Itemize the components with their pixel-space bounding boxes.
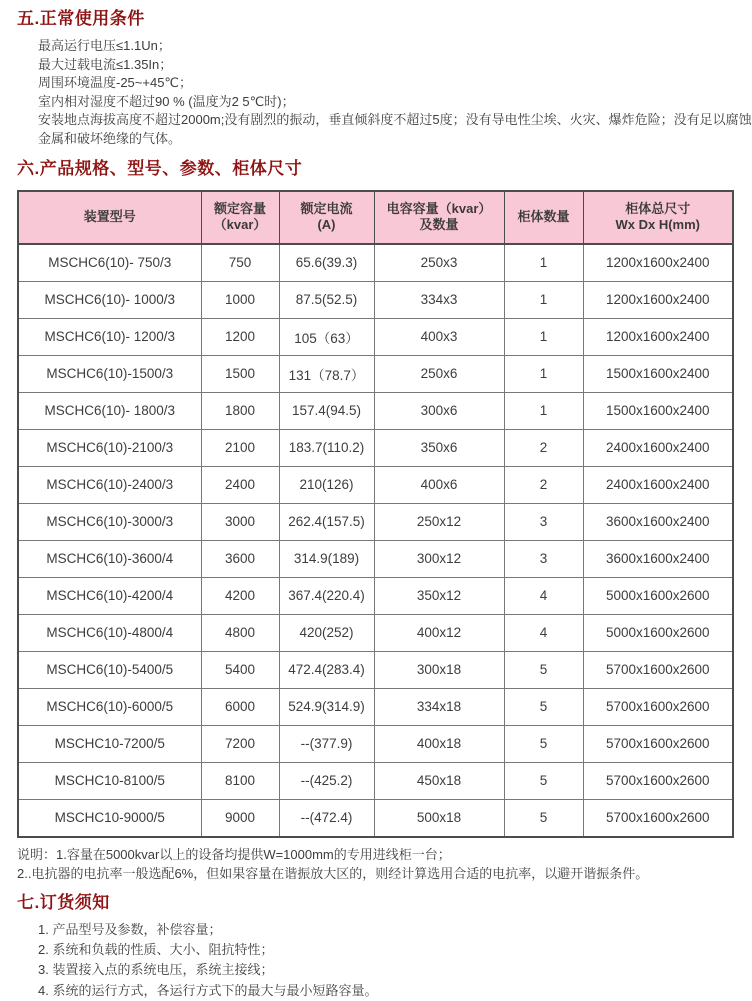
ordering-notes-list xyxy=(38,920,750,1001)
table-cell: 8100 xyxy=(201,762,279,799)
table-cell: 2100 xyxy=(201,429,279,466)
table-row xyxy=(18,318,733,355)
table-cell: 250x3 xyxy=(374,244,504,282)
column-header xyxy=(374,191,504,244)
column-header-line: 柜体数量 xyxy=(517,209,570,225)
table-cell: 3 xyxy=(504,540,583,577)
table-cell: 400x3 xyxy=(374,318,504,355)
table-cell: 314.9(189) xyxy=(279,540,374,577)
table-header-row xyxy=(18,191,733,244)
column-header-line: 额定容量 xyxy=(213,201,266,217)
table-row xyxy=(18,540,733,577)
table-cell: 300x6 xyxy=(374,392,504,429)
column-header xyxy=(504,191,583,244)
section6-heading: 六.产品规格、型号、参数、柜体尺寸 xyxy=(17,158,303,178)
table-cell: 524.9(314.9) xyxy=(279,688,374,725)
table-cell: 157.4(94.5) xyxy=(279,392,374,429)
table-cell: --(472.4) xyxy=(279,799,374,837)
table-cell: 5000x1600x2600 xyxy=(583,614,733,651)
table-cell: 1800 xyxy=(201,392,279,429)
usage-condition-line: 室内相对湿度不超过90 % (温度为2 5℃时)； xyxy=(38,93,295,109)
table-cell: 1 xyxy=(504,318,583,355)
column-header-line: 额定电流 xyxy=(300,201,353,217)
table-cell: 350x12 xyxy=(374,577,504,614)
table-cell: 400x18 xyxy=(374,725,504,762)
table-row xyxy=(18,614,733,651)
column-header-line: 柜体总尺寸 xyxy=(625,201,691,217)
table-row xyxy=(18,503,733,540)
table-cell: 5700x1600x2600 xyxy=(583,725,733,762)
table-cell: 4 xyxy=(504,577,583,614)
table-cell: 6000 xyxy=(201,688,279,725)
table-cell: 2400 xyxy=(201,466,279,503)
table-row xyxy=(18,799,733,837)
table-row xyxy=(18,281,733,318)
table-cell: 1 xyxy=(504,355,583,392)
table-cell: MSCHC6(10)-6000/5 xyxy=(18,688,201,725)
table-cell: 5700x1600x2600 xyxy=(583,651,733,688)
column-header-line: 及数量 xyxy=(419,217,459,233)
table-cell: MSCHC10-7200/5 xyxy=(18,725,201,762)
table-cell: 2400x1600x2400 xyxy=(583,429,733,466)
table-cell: 9000 xyxy=(201,799,279,837)
column-header xyxy=(201,191,279,244)
table-cell: MSCHC6(10)- 1200/3 xyxy=(18,318,201,355)
table-cell: 5400 xyxy=(201,651,279,688)
table-cell: 5 xyxy=(504,762,583,799)
table-cell: 1200x1600x2400 xyxy=(583,281,733,318)
table-cell: 1 xyxy=(504,281,583,318)
table-cell: 400x6 xyxy=(374,466,504,503)
table-row xyxy=(18,355,733,392)
table-row xyxy=(18,392,733,429)
column-header-line: 电容容量（kvar） xyxy=(386,201,492,217)
table-row xyxy=(18,688,733,725)
table-cell: 3600x1600x2400 xyxy=(583,540,733,577)
note-line: 2..电抗器的电抗率一般选配6%，但如果容量在谐振放大区的，则经计算选用合适的电抗率，以避开谐振条件。 xyxy=(17,866,649,882)
table-cell: 5700x1600x2600 xyxy=(583,799,733,837)
table-row xyxy=(18,466,733,503)
table-cell: 87.5(52.5) xyxy=(279,281,374,318)
table-cell: 500x18 xyxy=(374,799,504,837)
table-row xyxy=(18,762,733,799)
usage-condition-line: 周围环境温度-25~+45℃； xyxy=(38,75,193,91)
table-cell: 450x18 xyxy=(374,762,504,799)
table-cell: 2400x1600x2400 xyxy=(583,466,733,503)
table-cell: 2 xyxy=(504,429,583,466)
column-header xyxy=(279,191,374,244)
table-cell: 1200 xyxy=(201,318,279,355)
table-cell: MSCHC6(10)-4200/4 xyxy=(18,577,201,614)
table-cell: 420(252) xyxy=(279,614,374,651)
table-row xyxy=(18,725,733,762)
table-cell: 750 xyxy=(201,244,279,282)
table-row xyxy=(18,244,733,282)
usage-condition-line: 安装地点海拔高度不超过2000m;没有剧烈的振动，垂直倾斜度不超过5度；没有导电性尘埃、火灾、爆炸危险；没有足以腐蚀 xyxy=(38,112,752,128)
table-cell: 7200 xyxy=(201,725,279,762)
table-cell: 5 xyxy=(504,651,583,688)
table-cell: 334x18 xyxy=(374,688,504,725)
table-cell: 1500 xyxy=(201,355,279,392)
table-cell: 3 xyxy=(504,503,583,540)
spec-table xyxy=(17,190,734,838)
table-cell: 5 xyxy=(504,725,583,762)
ordering-note-item: 3. 装置接入点的系统电压，系统主接线； xyxy=(38,962,274,978)
note-line: 说明：1.容量在5000kvar以上的设备均提供W=1000mm的专用进线柜一台； xyxy=(17,846,451,862)
column-header-line: 装置型号 xyxy=(83,209,136,225)
table-cell: 1200x1600x2400 xyxy=(583,318,733,355)
table-cell: 1 xyxy=(504,244,583,282)
table-cell: MSCHC6(10)-3600/4 xyxy=(18,540,201,577)
ordering-note-item: 4. 系统的运行方式，各运行方式下的最大与最小短路容量。 xyxy=(38,982,378,998)
table-cell: 300x18 xyxy=(374,651,504,688)
table-cell: 183.7(110.2) xyxy=(279,429,374,466)
table-cell: 5700x1600x2600 xyxy=(583,688,733,725)
table-cell: --(425.2) xyxy=(279,762,374,799)
table-cell: 5700x1600x2600 xyxy=(583,762,733,799)
table-cell: 3600 xyxy=(201,540,279,577)
table-cell: 300x12 xyxy=(374,540,504,577)
table-cell: --(377.9) xyxy=(279,725,374,762)
table-cell: 367.4(220.4) xyxy=(279,577,374,614)
table-row xyxy=(18,651,733,688)
usage-condition-line: 最大过载电流≤1.35In； xyxy=(38,56,173,72)
table-cell: 1 xyxy=(504,392,583,429)
table-cell: MSCHC10-8100/5 xyxy=(18,762,201,799)
table-row xyxy=(18,429,733,466)
table-cell: MSCHC10-9000/5 xyxy=(18,799,201,837)
column-header xyxy=(583,191,733,244)
table-cell: 472.4(283.4) xyxy=(279,651,374,688)
ordering-note-item: 1. 产品型号及参数，补偿容量； xyxy=(38,921,222,937)
table-cell: 4200 xyxy=(201,577,279,614)
table-cell: MSCHC6(10)-2400/3 xyxy=(18,466,201,503)
table-cell: 1500x1600x2400 xyxy=(583,355,733,392)
table-cell: 1200x1600x2400 xyxy=(583,244,733,282)
table-cell: 1500x1600x2400 xyxy=(583,392,733,429)
table-cell: 250x6 xyxy=(374,355,504,392)
table-cell: MSCHC6(10)-4800/4 xyxy=(18,614,201,651)
column-header-line: （kvar） xyxy=(213,217,267,233)
usage-condition-line: 最高运行电压≤1.1Un； xyxy=(38,38,171,53)
table-cell: 3000 xyxy=(201,503,279,540)
table-cell: MSCHC6(10)- 750/3 xyxy=(18,244,201,282)
table-cell: 2 xyxy=(504,466,583,503)
table-cell: 3600x1600x2400 xyxy=(583,503,733,540)
table-cell: 400x12 xyxy=(374,614,504,651)
table-cell: 334x3 xyxy=(374,281,504,318)
table-cell: MSCHC6(10)- 1000/3 xyxy=(18,281,201,318)
ordering-note-item: 2. 系统和负载的性质、大小、阻抗特性； xyxy=(38,941,274,957)
table-cell: MSCHC6(10)-3000/3 xyxy=(18,503,201,540)
table-cell: 4800 xyxy=(201,614,279,651)
table-cell: MSCHC6(10)-5400/5 xyxy=(18,651,201,688)
table-cell: 210(126) xyxy=(279,466,374,503)
usage-conditions-list xyxy=(38,37,750,149)
section7-heading: 七.订货须知 xyxy=(17,892,110,912)
section5-heading: 五.正常使用条件 xyxy=(17,9,145,28)
table-cell: 1000 xyxy=(201,281,279,318)
table-cell: 5 xyxy=(504,688,583,725)
table-cell: MSCHC6(10)- 1800/3 xyxy=(18,392,201,429)
table-cell: 5000x1600x2600 xyxy=(583,577,733,614)
table-cell: MSCHC6(10)-1500/3 xyxy=(18,355,201,392)
table-notes xyxy=(17,845,750,884)
table-cell: 350x6 xyxy=(374,429,504,466)
table-cell: 250x12 xyxy=(374,503,504,540)
column-header xyxy=(18,191,201,244)
table-cell: MSCHC6(10)-2100/3 xyxy=(18,429,201,466)
table-row xyxy=(18,577,733,614)
table-cell: 65.6(39.3) xyxy=(279,244,374,282)
table-cell: 105（63） xyxy=(279,318,374,355)
table-cell: 5 xyxy=(504,799,583,837)
table-cell: 4 xyxy=(504,614,583,651)
table-cell: 262.4(157.5) xyxy=(279,503,374,540)
table-cell: 131（78.7） xyxy=(279,355,374,392)
column-header-line: Wx Dx H(mm) xyxy=(615,217,700,233)
usage-condition-line: 金属和破坏绝缘的气体。 xyxy=(38,130,182,146)
column-header-line: (A) xyxy=(317,217,336,233)
